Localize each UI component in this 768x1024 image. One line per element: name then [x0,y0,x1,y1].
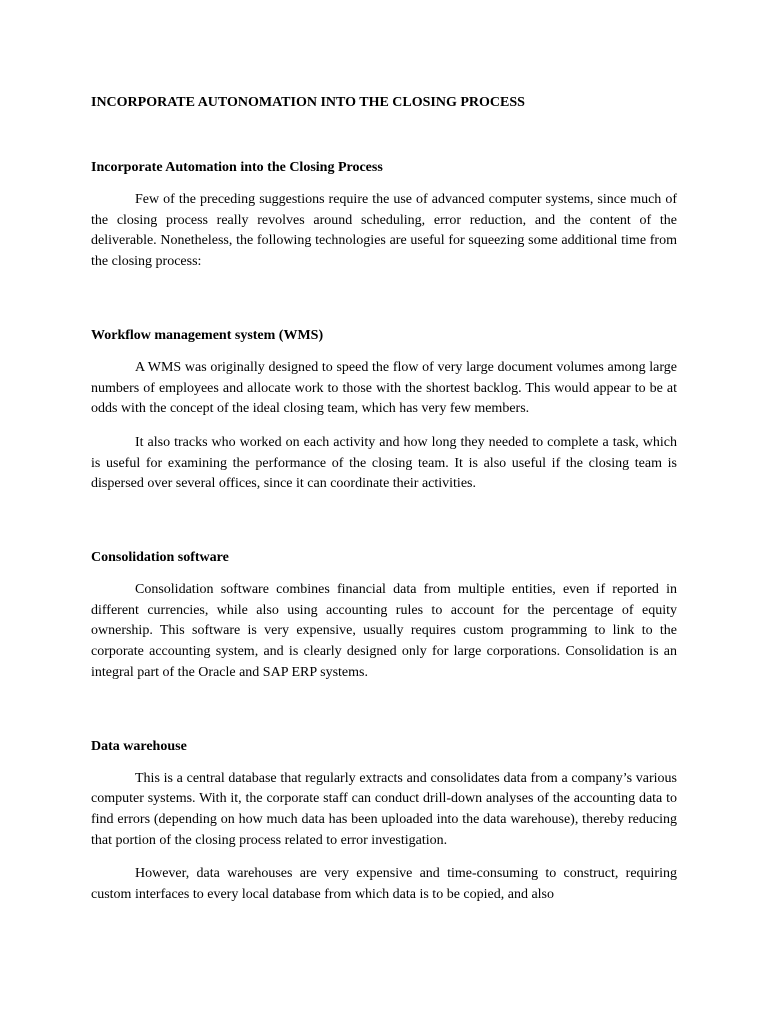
section-heading: Consolidation software [91,550,229,566]
paragraph: It also tracks who worked on each activity and how long they needed to complete a task, which is useful for examining the performance of the closing team. It is also useful if the closing team is dispersed over several offices, since it can coordinate their activities. [91,434,677,492]
paragraph: Few of the preceding suggestions require the use of advanced computer systems, since much of the closing process really revolves around scheduling, error reduction, and the content of the deliverable. Nonetheless, the following technologies are useful for squeezing some additional time from the closing process: [91,192,677,270]
section-heading: Workflow management system (WMS) [91,327,324,343]
document-title: INCORPORATE AUTONOMATION INTO THE CLOSING PROCESS [91,95,525,110]
section-spacer [91,697,677,737]
paragraph: This is a central database that regularly extracts and consolidates data from a company’s various computer systems. With it, the corporate staff can conduct drill-down analyses of the accounting data to find errors (depending on how much data has been uploaded into the data warehouse), thereby reducing that portion of the closing process related to error investigation. [91,770,677,848]
section-heading: Incorporate Automation into the Closing Process [91,160,383,175]
section-consolidation-software [91,548,677,684]
section-heading: Data warehouse [91,738,187,754]
paragraph: However, data warehouses are very expensive and time-consuming to construct, requiring custom interfaces to every local database from which data is to be copied, and also [91,866,677,903]
section-spacer [91,286,677,326]
document-body [91,93,677,919]
paragraph: A WMS was originally designed to speed the flow of very large document volumes among large numbers of employees and allocate work to those with the shortest backlog. This would appear to be at odds with the concept of the ideal closing team, which has very few members. [91,359,677,417]
paragraph: Consolidation software combines financial data from multiple entities, even if reported in different currencies, while also using accounting rules to account for the percentage of equity ownership. This software is very expensive, usually requires custom programming to link to the corporate accounting system, and is clearly designed only for large corporations. Consolidation is an integral part of the Oracle and SAP ERP systems. [91,582,677,680]
section-workflow-management [91,326,677,495]
section-incorporate-automation [91,158,677,273]
section-spacer [91,508,677,548]
section-data-warehouse [91,737,677,906]
